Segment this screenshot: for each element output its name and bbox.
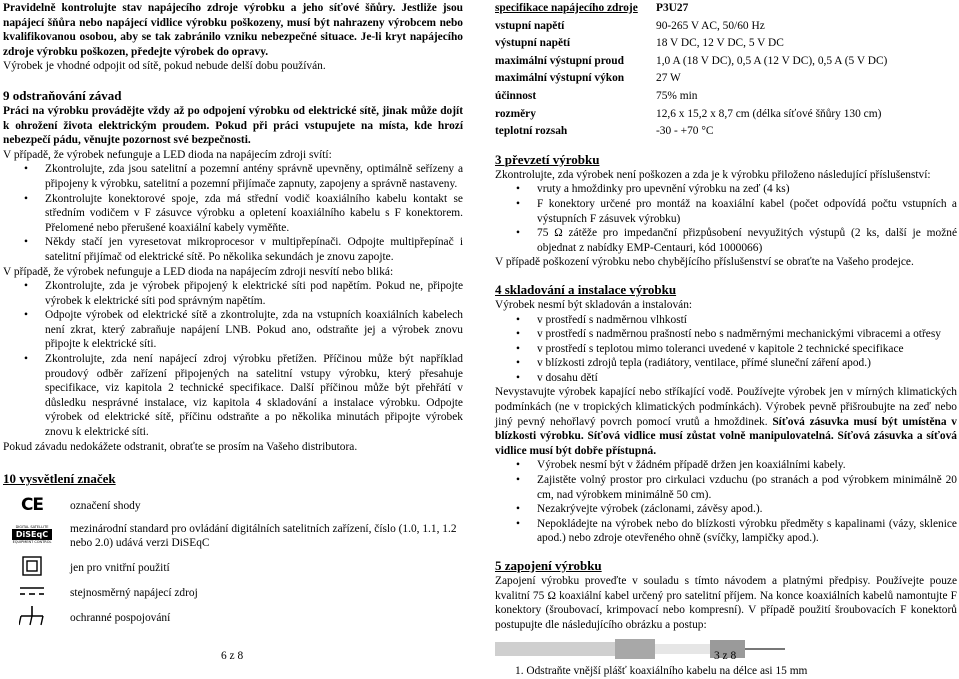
spec-value: 90-265 V AC, 50/60 Hz bbox=[656, 19, 765, 32]
list-item: • F konektory určené pro montáž na koaxiální kabel (počet odpovídá počtu vstupních a výstupních F zásuvek výrobku) bbox=[537, 197, 957, 226]
list-item: • Zkontrolujte, zda je výrobek připojený k elektrické síti pod napětím. Pokud ne, připojte výrobek k elektrické síti pod správným napětím. bbox=[45, 279, 463, 308]
spec-key: účinnost bbox=[495, 89, 537, 102]
symbol-label: označení shody bbox=[70, 500, 141, 513]
list-item: • Zkontrolujte, zda jsou satelitní a pozemní antény správně upevněny, optimálně seřízeny a připojeny k výrobku, satelitní a pozemní přijímače zapnuty, zapojeny a správně nastaveny. bbox=[45, 162, 463, 191]
spec-key: teplotní rozsah bbox=[495, 125, 568, 138]
spec-key: maximální výstupní výkon bbox=[495, 72, 625, 85]
spec-row bbox=[495, 54, 887, 72]
spec-header-value: P3U27 bbox=[656, 2, 689, 14]
f-connector-photo bbox=[495, 636, 795, 662]
symbol-row bbox=[6, 495, 463, 518]
list-item: • Nezakrývejte výrobek (záclonami, závěsy apod.). bbox=[537, 502, 957, 517]
ce-mark-icon: CE bbox=[20, 495, 44, 516]
symbols-table bbox=[6, 495, 463, 633]
spec-row bbox=[495, 107, 887, 125]
diseqc-logo-icon: DIGITAL SATELLITE DiSEqC EQUIPMENT CONTROL bbox=[12, 525, 52, 545]
spec-key: rozměry bbox=[495, 107, 536, 120]
list-item: • Zajistěte volný prostor pro cirkulaci vzduchu (po stranách a pod výrobkem minimálně 20 cm, nad výrobkem minimálně 50 cm). bbox=[537, 473, 957, 502]
section-4-intro: Výrobek nesmí být skladován a instalován: bbox=[495, 298, 693, 311]
list-item: • Někdy stačí jen vyresetovat mikroprocesor v multipřepínači. Odpojte multipřepínač i satelitní přijímač od elektrické sítě. Po několika sekundách je znovu zapojte. bbox=[45, 235, 463, 264]
symbol-row bbox=[6, 518, 463, 555]
list-item: • Výrobek nesmí být v žádném případě držen jen koaxiálními kabely. bbox=[537, 458, 957, 473]
section-10-title: 10 vysvětlení značek bbox=[3, 471, 116, 487]
symbol-label: mezinárodní standard pro ovládání digitálních satelitních zařízení, číslo (1.0, 1.1, 1.2 nebo 2.0) udává verzi DiSEqC bbox=[70, 522, 457, 550]
section-9-footer: Pokud závadu nedokážete odstranit, obraťte se prosím na Vašeho distributora. bbox=[3, 440, 358, 453]
list-item: • Odpojte výrobek od elektrické sítě a zkontrolujte, zda na vstupních koaxiálních kabelech není zkrat, který zabraňuje napájení LNB. Pokud ano, odstraňte jej a výrobek znovu připojte k elektrické síti. bbox=[45, 308, 463, 352]
spec-key: výstupní napětí bbox=[495, 37, 571, 50]
page-number-left: 6 z 8 bbox=[221, 650, 244, 663]
symbol-row bbox=[6, 555, 463, 582]
section-5-paragraph: Zapojení výrobku proveďte v souladu s tímto návodem a platnými předpisy. Používejte pouze kvalitní 75 Ω koaxiální kabel určený pro satelitní příjem. Na konce koaxiálních kabelů namontujte F konektory (šroubovací, krimpovací nebo kompresní). V případě použití šroubovacích F konektorů postupujte dle následujícího obrázku a postup: bbox=[495, 575, 957, 631]
symbol-label: stejnosměrný napájecí zdroj bbox=[70, 586, 198, 599]
spec-row bbox=[495, 124, 887, 142]
list-item: • Nepokládejte na výrobek nebo do blízkosti výrobku předměty s kapalinami (vázy, sklenice apod.) nebo zdroje otevřeného ohně (svíčky, lampičky apod.). bbox=[537, 517, 957, 546]
page-number-right: 3 z 8 bbox=[714, 650, 737, 663]
symbol-row bbox=[6, 582, 463, 605]
section-9-case-1: V případě, že výrobek nefunguje a LED dioda na napájecím zdroji svítí: bbox=[3, 148, 332, 161]
intro-paragraph bbox=[3, 1, 463, 59]
spec-row bbox=[495, 36, 887, 54]
section-3-footer: V případě poškození výrobku nebo chybějícího příslušenství se obraťte na Vašeho prodejce. bbox=[495, 256, 914, 269]
section-5-step-1: 1. Odstraňte vnější plášť koaxiálního kabelu na délce asi 15 mm bbox=[515, 665, 808, 678]
section-9-list-1 bbox=[3, 162, 463, 264]
symbol-label: ochranné pospojování bbox=[70, 612, 171, 625]
section-3-title: 3 převzetí výrobku bbox=[495, 151, 600, 167]
intro-bold-1: Pravidelně kontrolujte stav napájecího zdroje výrobku a jeho síťové šňůry. bbox=[3, 2, 396, 14]
section-4-paragraph: Nevystavujte výrobek kapající nebo stříkající vodě. Používejte výrobek jen v mírných klimatických podmínkách (ne v tropických klimatických podmínkách). Výrobek pevně přišroubujte na zeď nebo jiný pevný nehořlavý povrch pomocí vrutů a hmoždinek. Síťová zásuvka musí být umístěna v blízkosti výrobku. Síťová vidlice musí zůstat volně manipulovatelná. Síťová zásuvka a síťová vidlice musí být dobře přístupná. bbox=[495, 386, 957, 457]
indoor-use-icon bbox=[22, 556, 42, 576]
section-3-intro: Zkontrolujte, zda výrobek není poškozen a zda je k výrobku přiloženo následující příslušenství: bbox=[495, 168, 931, 181]
section-9-list-2 bbox=[3, 279, 463, 440]
right-page bbox=[495, 0, 957, 679]
intro-bold-2: Jestliže jsou napájecí šňůra nebo napájecí vidlice výrobku poškozeny, musí být nahrazeny výrobcem nebo kvalifikovanou osobou, aby se tak zabránilo vzniku nebezpečné situace. bbox=[3, 2, 463, 44]
spec-row bbox=[495, 71, 887, 89]
section-5-title: 5 zapojení výrobku bbox=[495, 558, 602, 573]
f-connector-illustration bbox=[495, 636, 795, 662]
list-item: • Zkontrolujte, zda není napájecí zdroj výrobku přetížen. Příčinou může být například proudový odběr zařízení připojených na satelitní vstupy výrobku, který přesahuje specifikace, viz kapitola 2 technické specifikace. Další příčinou může být přehřátí v důsledku nesprávné instalace, viz kapitola 4 skladování a instalace výrobku. Odpojte výrobek od elektrické sítě, příčinu odstraňte a po několika minutách připojte výrobek znovu k elektrické síti. bbox=[45, 352, 463, 440]
spec-value: 27 W bbox=[656, 72, 681, 85]
section-9-warning: Práci na výrobku provádějte vždy až po odpojení výrobku od elektrické sítě, jinak může dojít k ohrožení života elektrickým proudem. Pokud při práci vstupujete na místa, kde hrozí nebezpečí pádu, věnujte pozornost své bezpečnosti. bbox=[3, 104, 463, 147]
spec-value: 1,0 A (18 V DC), 0,5 A (12 V DC), 0,5 A (5 V DC) bbox=[656, 54, 888, 67]
spec-row bbox=[495, 19, 887, 37]
left-page bbox=[3, 0, 463, 633]
intro-note: Výrobek je vhodné odpojit od sítě, pokud nebude delší dobu používán. bbox=[3, 60, 326, 73]
list-item: • v dosahu dětí bbox=[537, 371, 957, 386]
spec-value: 12,6 x 15,2 x 8,7 cm (délka síťové šňůry 130 cm) bbox=[656, 107, 882, 120]
spec-value: 75% min bbox=[656, 89, 698, 102]
list-item: • v prostředí s nadměrnou prašností nebo s nadměrnými mechanickými vibracemi a otřesy bbox=[537, 327, 957, 342]
list-item: • v prostředí s nadměrnou vlhkostí bbox=[537, 313, 957, 328]
section-4-list bbox=[495, 313, 957, 386]
spec-table bbox=[495, 1, 887, 142]
symbol-label: jen pro vnitřní použití bbox=[70, 562, 170, 574]
spec-header-key: specifikace napájecího zdroje bbox=[495, 2, 638, 14]
list-item: • v prostředí s teplotou mimo toleranci uvedené v kapitole 2 technické specifikace bbox=[537, 342, 957, 357]
spec-value: -30 - +70 °C bbox=[656, 125, 714, 138]
list-item: • 75 Ω zátěže pro impedanční přizpůsobení nevyužitých výstupů (2 ks, další je možné objednat z nabídky EMP-Centauri, kód 1000066) bbox=[537, 226, 957, 255]
list-item: • vruty a hmoždinky pro upevnění výrobku na zeď (4 ks) bbox=[537, 182, 957, 197]
list-item: • Zkontrolujte konektorové spoje, zda má střední vodič koaxiálního kabelu kontakt se středním vodičem v F zásuvce výrobku a opletení koaxiálního kabelu s F konektorem. Přelomené nebo přerušené koaxiální kabely vyměňte. bbox=[45, 192, 463, 236]
list-item: • v blízkosti zdrojů tepla (radiátory, ventilace, přímé sluneční záření apod.) bbox=[537, 356, 957, 371]
intro-bold-3: Je-li kryt napájecího zdroje výrobku poškozen, předejte výrobek do opravy. bbox=[3, 31, 463, 58]
spec-key: vstupní napětí bbox=[495, 19, 565, 32]
section-9-title: 9 odstraňování závad bbox=[3, 87, 122, 103]
section-4-title: 4 skladování a instalace výrobku bbox=[495, 281, 677, 297]
section-4-list-2 bbox=[495, 458, 957, 546]
spec-header-row bbox=[495, 1, 887, 19]
spec-key: maximální výstupní proud bbox=[495, 54, 624, 67]
spec-value: 18 V DC, 12 V DC, 5 V DC bbox=[656, 37, 784, 50]
section-3-list bbox=[495, 182, 957, 255]
dc-symbol-icon bbox=[18, 584, 46, 598]
spec-row bbox=[495, 89, 887, 107]
section-9-case-2: V případě, že výrobek nefunguje a LED dioda na napájecím zdroji nesvítí nebo bliká: bbox=[3, 265, 394, 278]
earth-bonding-icon bbox=[19, 605, 45, 627]
symbol-row bbox=[6, 604, 463, 633]
